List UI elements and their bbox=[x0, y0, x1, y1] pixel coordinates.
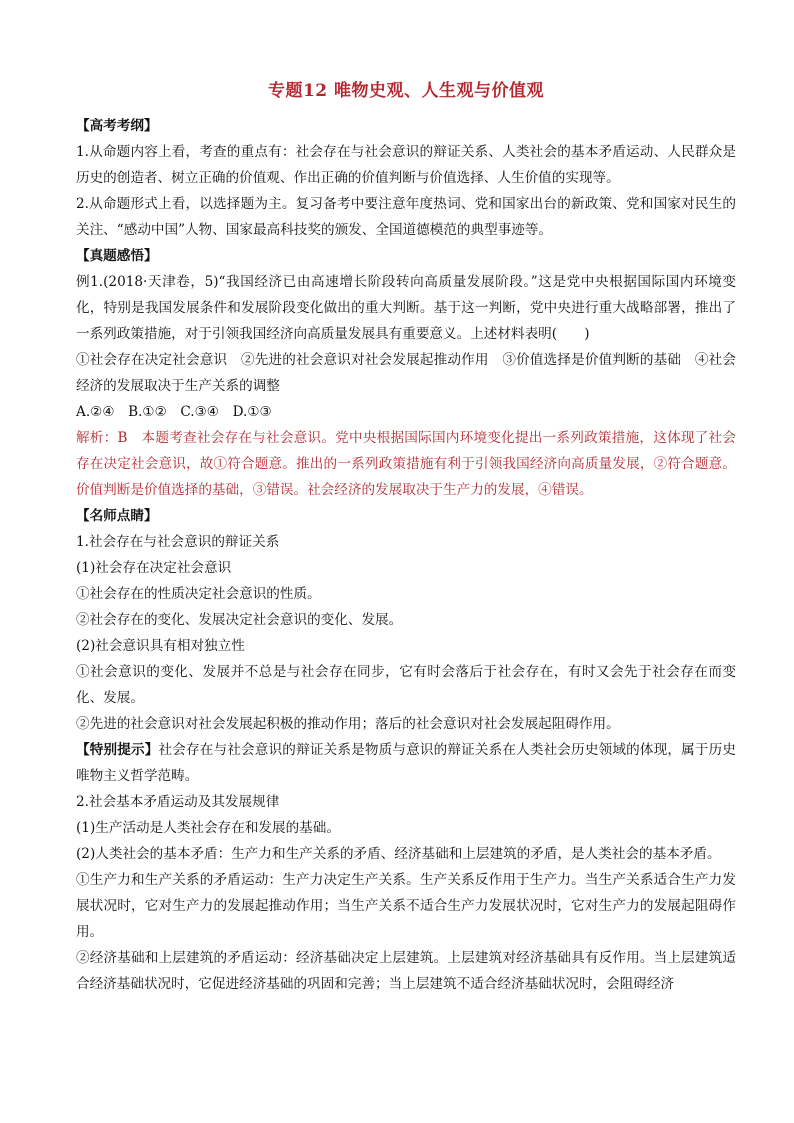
example-options: ①社会存在决定社会意识 ②先进的社会意识对社会发展起推动作用 ③价值选择是价值判断的基础 ④社会经济的发展取决于生产关系的调整 bbox=[76, 352, 736, 394]
paragraph: 1.社会存在与社会意识的辩证关系 bbox=[76, 534, 280, 550]
paragraph: (1)社会存在决定社会意识 bbox=[76, 560, 232, 576]
paragraph: 2.从命题形式上看，以选择题为主。复习备考中要注意年度热词、党和国家出台的新政策、党和国家对民生的关注、“感动中国”人物、国家最高科技奖的颁发、全国道德模范的典型事迹等。 bbox=[76, 196, 736, 238]
paragraph: ①社会存在的性质决定社会意识的性质。 bbox=[76, 586, 321, 602]
answer-analysis: 解析：B 本题考查社会存在与社会意识。党中央根据国际国内环境变化提出一系列政策措施，这体现了社会存在决定社会意识，故①符合题意。推出的一系列政策措施有利于引领我国经济向高质量发展，②符合题意。价值判断是价值选择的基础，③错误。社会经济的发展取决于生产力的发展，④错误。 bbox=[76, 430, 736, 498]
paragraph: (2)人类社会的基本矛盾：生产力和生产关系的矛盾、经济基础和上层建筑的矛盾，是人类社会的基本矛盾。 bbox=[76, 846, 721, 862]
example-question: 例1.(2018·天津卷，5)“我国经济已由高速增长阶段转向高质量发展阶段。”这是党中央根据国际国内环境变化，特别是我国发展条件和发展阶段变化做出的重大判断。基于这一判断，党中央进行重大战略部署，推出了一系列政策措施，对于引领我国经济向高质量发展具有重要意义。上述材料表明( ) bbox=[76, 274, 736, 342]
paragraph: (2)社会意识具有相对独立性 bbox=[76, 638, 245, 654]
paragraph: 1.从命题内容上看，考查的重点有：社会存在与社会意识的辩证关系、人类社会的基本矛盾运动、人民群众是历史的创造者、树立正确的价值观、作出正确的价值判断与价值选择、人生价值的实现等。 bbox=[76, 144, 736, 186]
special-tip-label: 【特别提示】 bbox=[76, 742, 159, 758]
paragraph: ①社会意识的变化、发展并不总是与社会存在同步，它有时会落后于社会存在，有时又会先于社会存在而变化、发展。 bbox=[76, 664, 736, 706]
paragraph: (1)生产活动是人类社会存在和发展的基础。 bbox=[76, 820, 340, 836]
example-choices: A.②④ B.①② C.③④ D.①③ bbox=[76, 404, 272, 420]
paragraph: ②先进的社会意识对社会发展起积极的推动作用；落后的社会意识对社会发展起阻碍作用。 bbox=[76, 716, 620, 732]
special-tip-text: 社会存在与社会意识的辩证关系是物质与意识的辩证关系在人类社会历史领域的体现，属于历史唯物主义哲学范畴。 bbox=[76, 742, 737, 784]
section-heading-zhenti: 【真题感悟】 bbox=[76, 248, 158, 264]
page-title: 专题12 唯物史观、人生观与价值观 bbox=[267, 81, 545, 101]
paragraph: ②经济基础和上层建筑的矛盾运动：经济基础决定上层建筑。上层建筑对经济基础具有反作用。当上层建筑适合经济基础状况时，它促进经济基础的巩固和完善；当上层建筑不适合经济基础状况时，会阻碍经济 bbox=[76, 950, 736, 992]
section-heading-mingshi: 【名师点睛】 bbox=[76, 508, 158, 524]
paragraph: ①生产力和生产关系的矛盾运动：生产力决定生产关系。生产关系反作用于生产力。当生产关系适合生产力发展状况时，它对生产力的发展起推动作用；当生产关系不适合生产力发展状况时，它对生产力的发展起阻碍作用。 bbox=[76, 872, 736, 940]
section-heading-gaokao: 【高考考纲】 bbox=[76, 118, 158, 134]
paragraph: ②社会存在的变化、发展决定社会意识的变化、发展。 bbox=[76, 612, 403, 628]
document-content bbox=[76, 76, 736, 997]
paragraph: 2.社会基本矛盾运动及其发展规律 bbox=[76, 794, 280, 810]
special-tip bbox=[76, 737, 736, 789]
